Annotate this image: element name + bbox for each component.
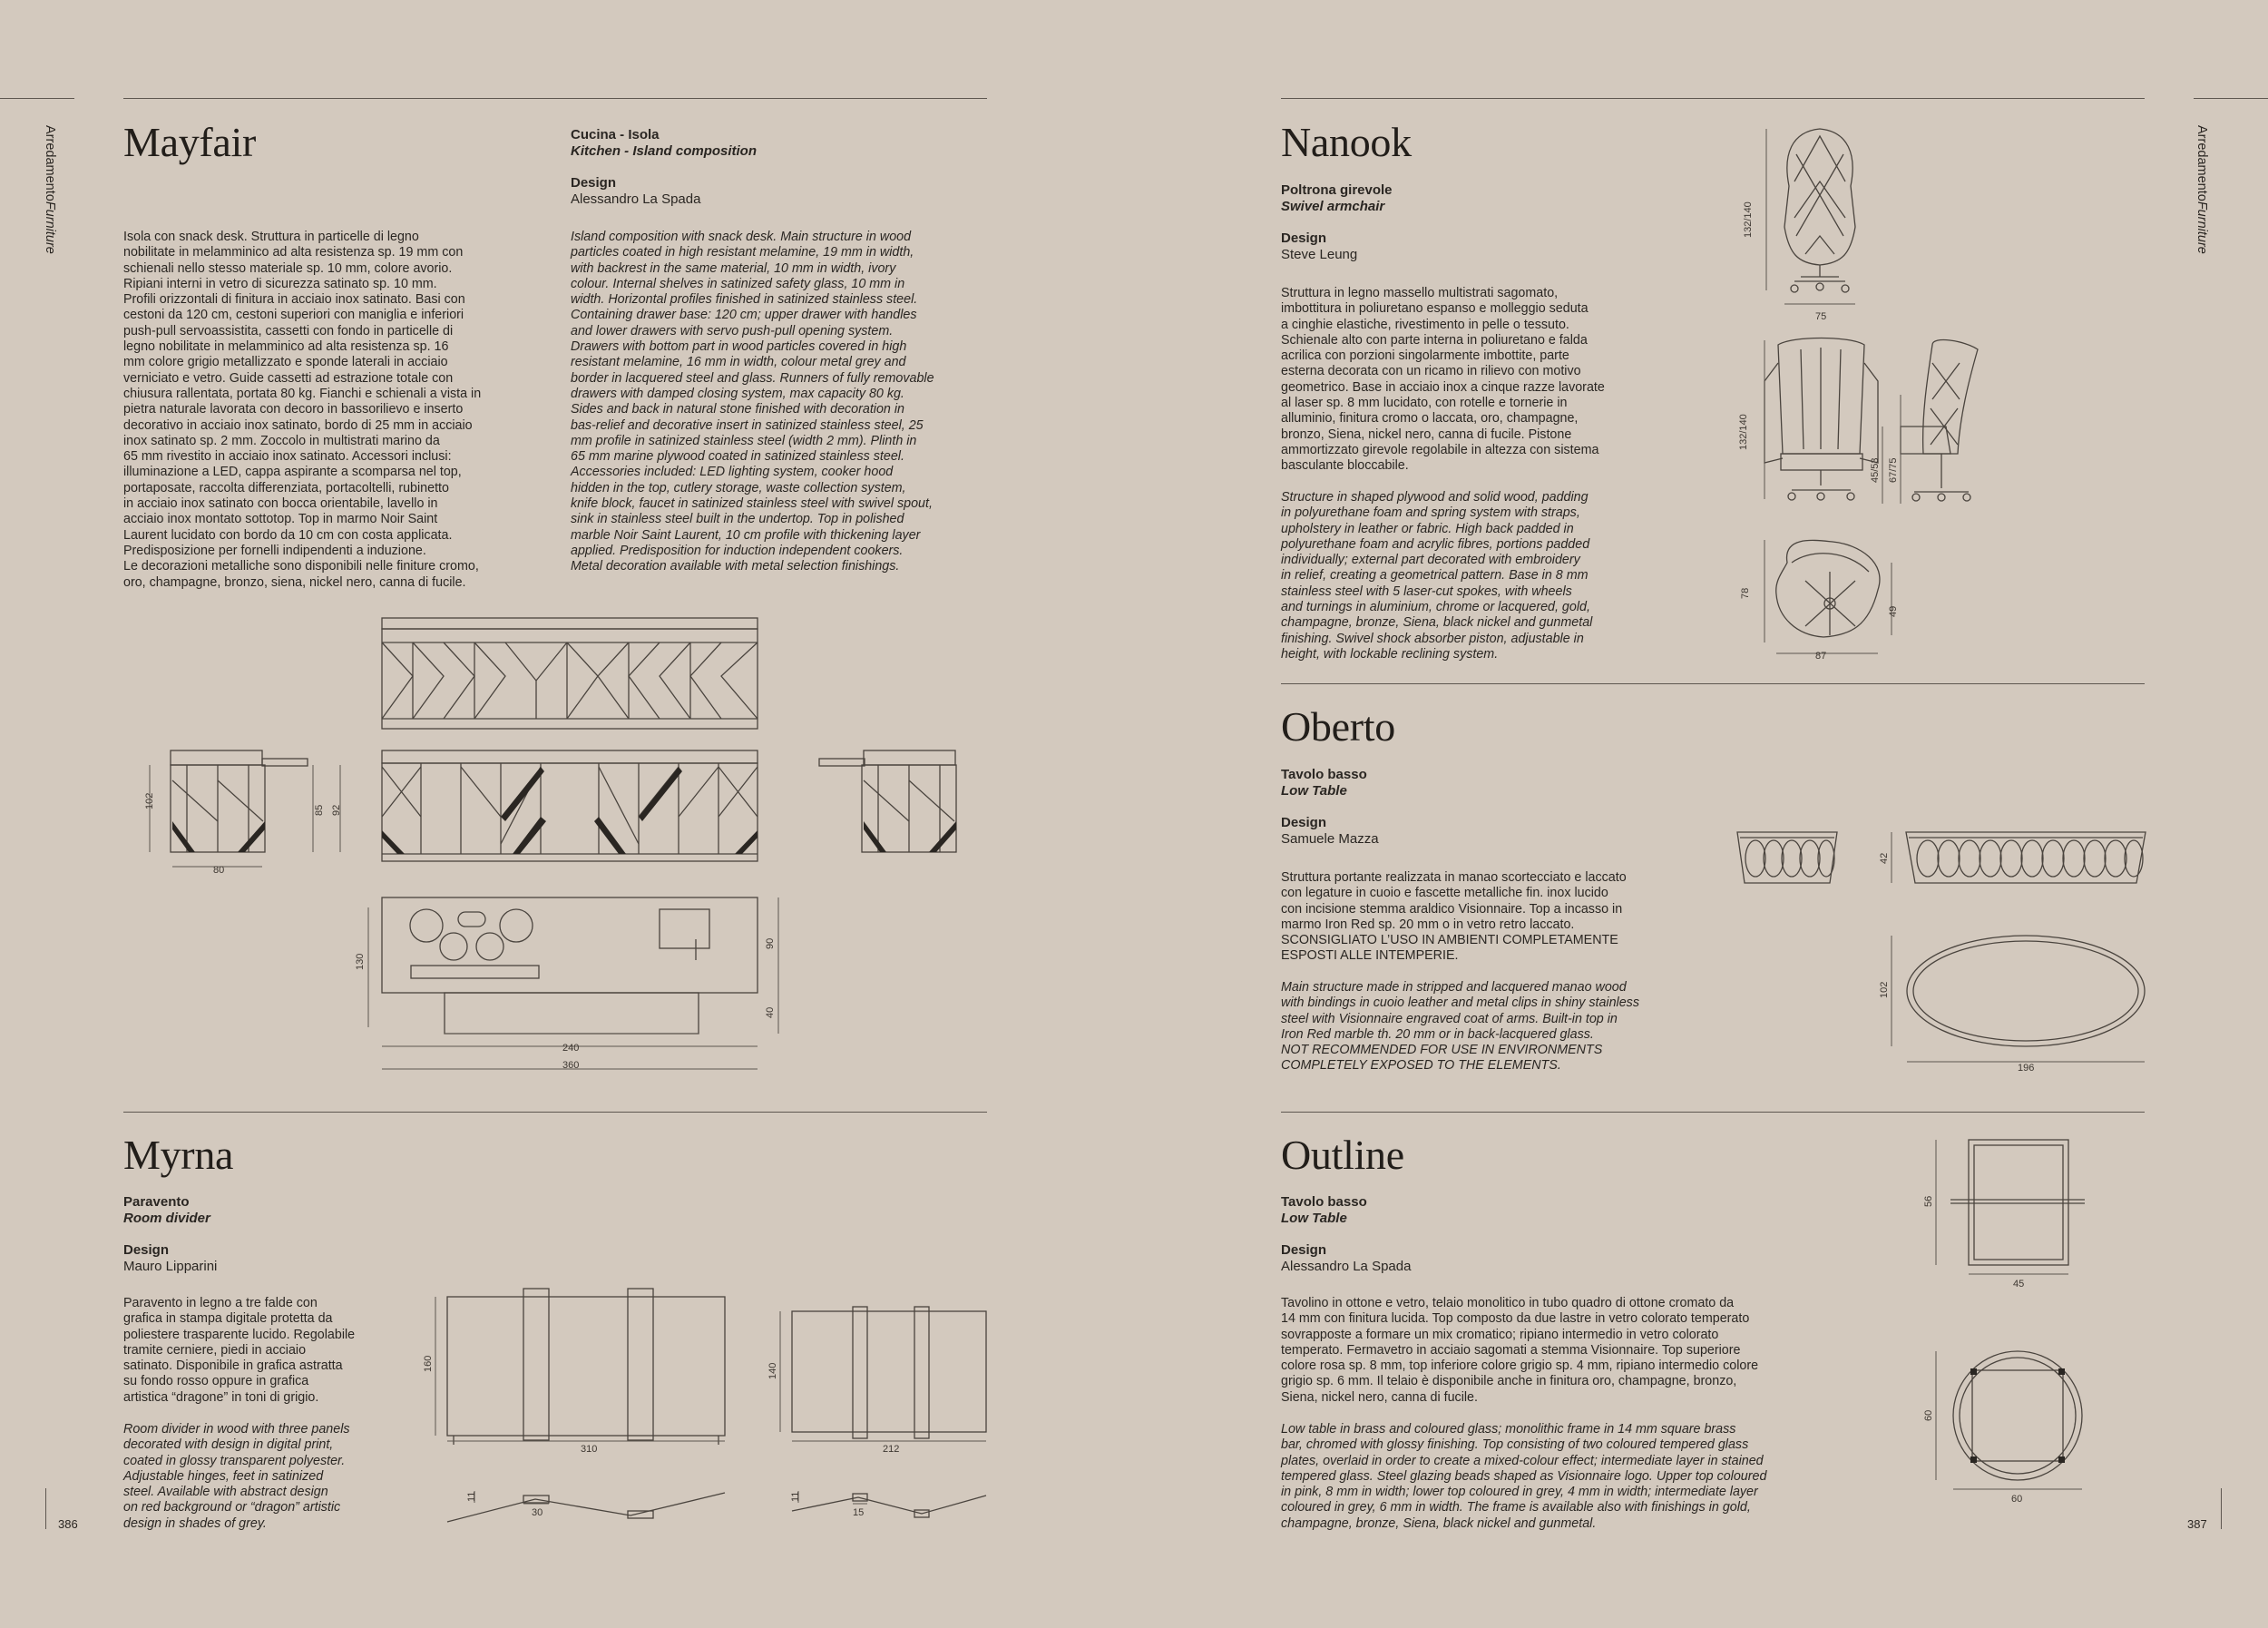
- mayfair-dim-90: 90: [765, 937, 776, 949]
- mayfair-dim-130: 130: [355, 953, 366, 970]
- outline-title: Outline: [1281, 1132, 1404, 1178]
- oberto-dim-102: 102: [1879, 981, 1890, 998]
- oberto-dim-42: 42: [1879, 852, 1890, 864]
- outline-dim-60-a: 60: [1923, 1409, 1934, 1421]
- myrna-title: Myrna: [123, 1132, 234, 1178]
- mayfair-designer: Alessandro La Spada: [571, 191, 701, 207]
- page-number-left: 386: [58, 1517, 78, 1531]
- page-number-right: 387: [2187, 1517, 2207, 1531]
- nanook-dim-49: 49: [1888, 605, 1899, 617]
- myrna-dim-212: 212: [883, 1444, 900, 1455]
- mayfair-text-en: Island composition with snack desk. Main structure in wood particles coated in high resistant melamine, 19 mm in width, with backrest in the same material, 10 mm in width, ivory colour. Internal shelves in satinized safety glass, 10 mm in width. Horizontal profiles finished in satinized stainless steel. Containing drawer base: 120 cm; upper drawer with handles and lower drawers with servo push-pull opening system. Drawers with bottom part in wood particles covered in high resistant melamine, 16 mm in width, colour metal grey and border in lacquered steel and glass. Runners of fully removable drawers with damped closing system, max capacity 80 kg. Sides and back in natural stone finished with decoration in bas-relief and decorative insert in satinized stainless steel, 25 mm profile in satinized stainless steel (width 2 mm). Plinth in 65 mm marine plywood coated in satinized stainless steel. Accessories included: LED lighting system, cooker hood hidden in the top, cutlery storage, waste collection system, knife block, faucet in satinized stainless steel with swivel spout, sink in stainless steel built in the undertop. Top in polished marble Noir Saint Laurent, 10 cm profile with thickening layer applied. Predisposition for induction independent cookers. Metal decoration available with metal selection finishings.: [571, 230, 934, 574]
- nanook-dim-78: 78: [1740, 587, 1751, 599]
- outline-design-label: Design: [1281, 1242, 1327, 1258]
- nanook-dim-75: 75: [1815, 311, 1827, 322]
- outline-category: Tavolo basso: [1281, 1194, 1367, 1210]
- outline-dim-56: 56: [1923, 1195, 1934, 1207]
- myrna-dim-30: 30: [532, 1507, 543, 1518]
- mayfair-title: Mayfair: [123, 119, 257, 165]
- running-header-right: ArredamentoFurniture: [2195, 125, 2209, 254]
- oberto-text-it: Struttura portante realizzata in manao scortecciato e laccato con legature in cuoio e fascette metalliche fin. inox lucido con incisione stemma araldico Visionnaire. Top a incasso in marmo Iron Red sp. 20 mm o in vetro retro laccato. SCONSIGLIATO L’USO IN AMBIENTI COMPLETAMENTE ESPOSTI ALLE INTEMPERIE.: [1281, 870, 1627, 964]
- outline-category-en: Low Table: [1281, 1211, 1347, 1226]
- nanook-dim-132-140-a: 132/140: [1743, 201, 1754, 238]
- myrna-dim-11-b: 11: [790, 1491, 801, 1502]
- oberto-title: Oberto: [1281, 703, 1395, 750]
- mayfair-category-en: Kitchen - Island composition: [571, 143, 758, 159]
- nanook-title: Nanook: [1281, 119, 1412, 165]
- oberto-design-label: Design: [1281, 815, 1327, 830]
- oberto-designer: Samuele Mazza: [1281, 831, 1379, 847]
- outline-dim-60-b: 60: [2011, 1494, 2023, 1505]
- myrna-text-it: Paravento in legno a tre falde con grafica in stampa digitale protetta da poliestere trasparente lucido. Regolabile tramite cerniere, piedi in acciaio satinato. Disponibile in grafica astratta su fondo rosso oppure in grafica artistica “dragone” in toni di grigio.: [123, 1296, 356, 1405]
- mayfair-category: Cucina - Isola: [571, 127, 660, 142]
- myrna-category: Paravento: [123, 1194, 190, 1210]
- oberto-dim-196: 196: [2018, 1063, 2035, 1074]
- nanook-dim-87: 87: [1815, 651, 1827, 662]
- mayfair-dim-360: 360: [562, 1060, 580, 1071]
- outline-designer: Alessandro La Spada: [1281, 1259, 1412, 1274]
- outline-elevation: [1923, 1140, 2085, 1290]
- mayfair-dim-92: 92: [331, 804, 342, 816]
- myrna-dim-310: 310: [581, 1444, 598, 1455]
- mayfair-dim-240: 240: [562, 1043, 580, 1054]
- oberto-text-en: Main structure made in stripped and lacquered manao wood with bindings in cuoio leather and metal clips in shiny stainless steel with Visionnaire engraved coat of arms. Built-in top in Iron Red marble th. 20 mm or in back-lacquered glass. NOT RECOMMENDED FOR USE IN ENVIRONMENTS COMPLETELY EXPOSED TO THE ELEMENTS.: [1281, 980, 1639, 1074]
- nanook-text-it: Struttura in legno massello multistrati sagomato, imbottitura in poliuretano espanso e molleggio seduta a cinghie elastiche, rivestimento in pelle o tessuto. Schienale alto con parte interna in poliuretano e falda acrilica con porzioni singolarmente imbottite, parte esterna decorata con un ricamo in rilievo con motivo geometrico. Base in acciaio inox a cinque razze lavorate al laser sp. 8 mm lucidato, con rotelle e tornerie in alluminio, finitura cromo o laccata, oro, champagne, bronzo, Siena, nickel nero, canna di fucile. Pistone ammortizzato girevole regolabile in altezza con sistema basculante bloccabile.: [1281, 286, 1605, 474]
- nanook-design-label: Design: [1281, 230, 1327, 246]
- outline-dim-45: 45: [2013, 1279, 2025, 1290]
- myrna-design-label: Design: [123, 1242, 170, 1258]
- mayfair-dim-102: 102: [144, 792, 155, 809]
- mayfair-dim-40: 40: [765, 1006, 776, 1018]
- myrna-category-en: Room divider: [123, 1211, 210, 1226]
- mayfair-text-it: Isola con snack desk. Struttura in particelle di legno nobilitate in melamminico ad alta resistenza sp. 19 mm con schienali nello stesso materiale sp. 10 mm, colore avorio. Ripiani interni in vetro di sicurezza satinato sp. 10 mm. Profili orizzontali di finitura in acciaio inox satinato. Basi con cestoni da 120 cm, cestoni superiori con maniglia e inferiori push-pull servoassistita, cassetti con fondo in particelle di legno nobilitate in melamminico ad alta resistenza sp. 16 mm colore grigio metallizzato e sponde laterali in acciaio verniciato e vetro. Guide cassetti ad estrazione totale con chiusura rallentata, portata 80 kg. Fianchi e schienali a vista in pietra naturale lavorata con decoro in bassorilievo e inserto decorativo in acciaio inox satinato, bordo di 25 mm in acciaio inox satinato sp. 2 mm. Zoccolo in multistrati marino da 65 mm rivestito in acciaio inox satinato. Accessori inclusi: illuminazione a LED, cappa aspirante a scomparsa nel top, portaposate, raccolta differenziata, portacoltelli, rubinetto in acciaio inox satinato con bocca orientabile, lavello in acciaio inox montato sottotop. Top in marmo Noir Saint Laurent lucidato con bordo da 10 cm con costa applicata. Predisposizione per fornelli indipendenti a induzione. Le decorazioni metalliche sono disponibili nelle finiture cromo, oro, champagne, bronzo, siena, nickel nero, canna di fucile.: [123, 230, 482, 590]
- nanook-category-en: Swivel armchair: [1281, 199, 1385, 214]
- myrna-dim-160: 160: [423, 1355, 434, 1372]
- nanook-text-en: Structure in shaped plywood and solid wood, padding in polyurethane foam and spring system with straps, upholstery in leather or fabric. High back padded in polyurethane foam and acrylic fibres, portions padded individually; external part decorated with embroidery in relief, creating a geometrical pattern. Base in 8 mm stainless steel with 5 laser-cut spokes, with wheels and turnings in aluminium, chrome or lacquered, gold, champagne, bronze, Siena, black nickel and gunmetal finishing. Swivel shock absorber piston, adjustable in height, with lockable reclining system.: [1281, 490, 1593, 662]
- myrna-dim-15: 15: [853, 1507, 865, 1518]
- mayfair-design-label: Design: [571, 175, 617, 191]
- outline-text-en: Low table in brass and coloured glass; monolithic frame in 14 mm square brass bar, chromed with glossy finishing. Top consisting of two coloured tempered glass plates, overlaid in order to create a mixed-colour effect; intermediate layer in stained tempered glass. Steel glazing beads shaped as Visionnaire logo. Upper top coloured in pink, 8 mm in width; lower top coloured in grey, 4 mm in width; intermediate layer coloured in grey, 6 mm in width. The frame is available also with finishings in gold, champagne, bronze, Siena, black nickel and gunmetal.: [1281, 1422, 1767, 1531]
- oberto-category: Tavolo basso: [1281, 767, 1367, 782]
- myrna-dim-11-a: 11: [466, 1491, 477, 1502]
- nanook-designer: Steve Leung: [1281, 247, 1358, 262]
- running-header-left: ArredamentoFurniture: [43, 125, 57, 254]
- myrna-designer: Mauro Lipparini: [123, 1259, 218, 1274]
- mayfair-dim-85: 85: [314, 804, 325, 816]
- nanook-dim-132-140-b: 132/140: [1738, 414, 1749, 450]
- nanook-dim-67-75: 67/75: [1888, 457, 1899, 483]
- myrna-dim-140: 140: [767, 1362, 778, 1379]
- nanook-dim-45-53: 45/53: [1870, 457, 1881, 483]
- oberto-category-en: Low Table: [1281, 783, 1347, 799]
- mayfair-dim-80: 80: [213, 865, 225, 876]
- outline-plan: [1923, 1351, 2082, 1505]
- nanook-category: Poltrona girevole: [1281, 182, 1393, 198]
- outline-text-it: Tavolino in ottone e vetro, telaio monolitico in tubo quadro di ottone cromato da 14 mm con finitura lucida. Top composto da due lastre in vetro colorato temperato sovrapposte a formare un mix cromatico; ripiano intermedio in vetro colorato temperato. Fermavetro in acciaio sagomati a stemma Visionnaire. Top superiore colore rosa sp. 8 mm, top inferiore colore grigio sp. 4 mm, ripiano intermedio colore grigio sp. 6 mm. Il telaio è disponibile anche in finitura oro, champagne, bronzo, Siena, nickel nero, canna di fucile.: [1281, 1296, 1759, 1405]
- myrna-text-en: Room divider in wood with three panels decorated with design in digital print, coated in glossy transparent polyester. Adjustable hinges, feet in satinized steel. Available with abstract design on red background or “dragon” artistic design in shades of grey.: [123, 1422, 350, 1531]
